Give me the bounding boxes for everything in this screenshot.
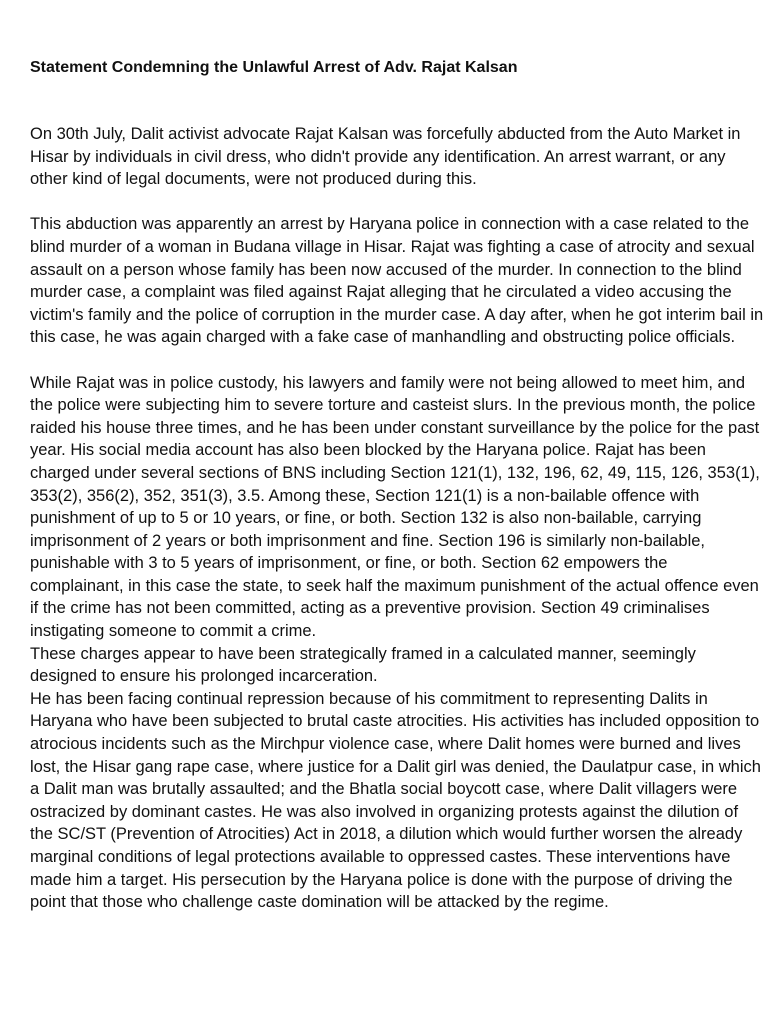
document-title: Statement Condemning the Unlawful Arrest of Adv. Rajat Kalsan: [30, 59, 518, 76]
paragraph-custody-charges: While Rajat was in police custody, his lawyers and family were not being allowed to meet him, and the police were subjecting him to severe torture and casteist slurs. In the previous month, the police raided his house three times, and he has been under constant surveillance by the police for the past year. His social media account has also been blocked by the Haryana police. Rajat has been charged under several sections of BNS including Section 121(1), 132, 196, 62, 49, 115, 126, 353(1), 353(2), 356(2), 352, 351(3), 3.5. Among these, Section 121(1) is a non-bailable offence with punishment of up to 5 or 10 years, or fine, or both. Section 132 is also non-bailable, carrying imprisonment of 2 years or both imprisonment and fine. Section 196 is similarly non-bailable, punishable with 3 to 5 years of imprisonment, or fine, or both. Section 62 empowers the complainant, in this case the state, to seek half the maximum punishment of the actual offence even if the crime has not been committed, acting as a preventive provision. Section 49 criminalises instigating someone to commit a crime.: [30, 373, 760, 641]
paragraph-arrest-context: This abduction was apparently an arrest by Haryana police in connection with a case related to the blind murder of a woman in Budana village in Hisar. Rajat was fighting a case of atrocity and sexual assault on a person whose family has been now accused of the murder. In connection to the blind murder case, a complaint was filed against Rajat alleging that he circulated a video accusing the victim's family and the police of corruption in the murder case. A day after, when he got interim bail in this case, he was again charged with a fake case of manhandling and obstructing police officials.: [30, 215, 764, 347]
paragraph-charges-framing: These charges appear to have been strategically framed in a calculated manner, seemingly designed to ensure his prolonged incarceration.: [30, 644, 696, 686]
document-body: [30, 123, 765, 914]
paragraph-repression: He has been facing continual repression because of his commitment to representing Dalits in Haryana who have been subjected to brutal caste atrocities. His activities has included opposition to atrocious incidents such as the Mirchpur violence case, where Dalit homes were burned and lives lost, the Hisar gang rape case, where justice for a Dalit girl was denied, the Daulatpur case, in which a Dalit man was brutally assaulted; and the Bhatla social boycott case, where Dalit villagers were ostracized by dominant castes. He was also involved in organizing protests against the dilution of the SC/ST (Prevention of Atrocities) Act in 2018, a dilution which would further worsen the already marginal conditions of legal protections available to oppressed castes. These interventions have made him a target. His persecution by the Haryana police is done with the purpose of driving the point that those who challenge caste domination will be attacked by the regime.: [30, 689, 761, 912]
paragraph-abduction: On 30th July, Dalit activist advocate Rajat Kalsan was forcefully abducted from the Auto Market in Hisar by individuals in civil dress, who didn't provide any identification. An arrest warrant, or any other kind of legal documents, were not produced during this.: [30, 125, 741, 189]
